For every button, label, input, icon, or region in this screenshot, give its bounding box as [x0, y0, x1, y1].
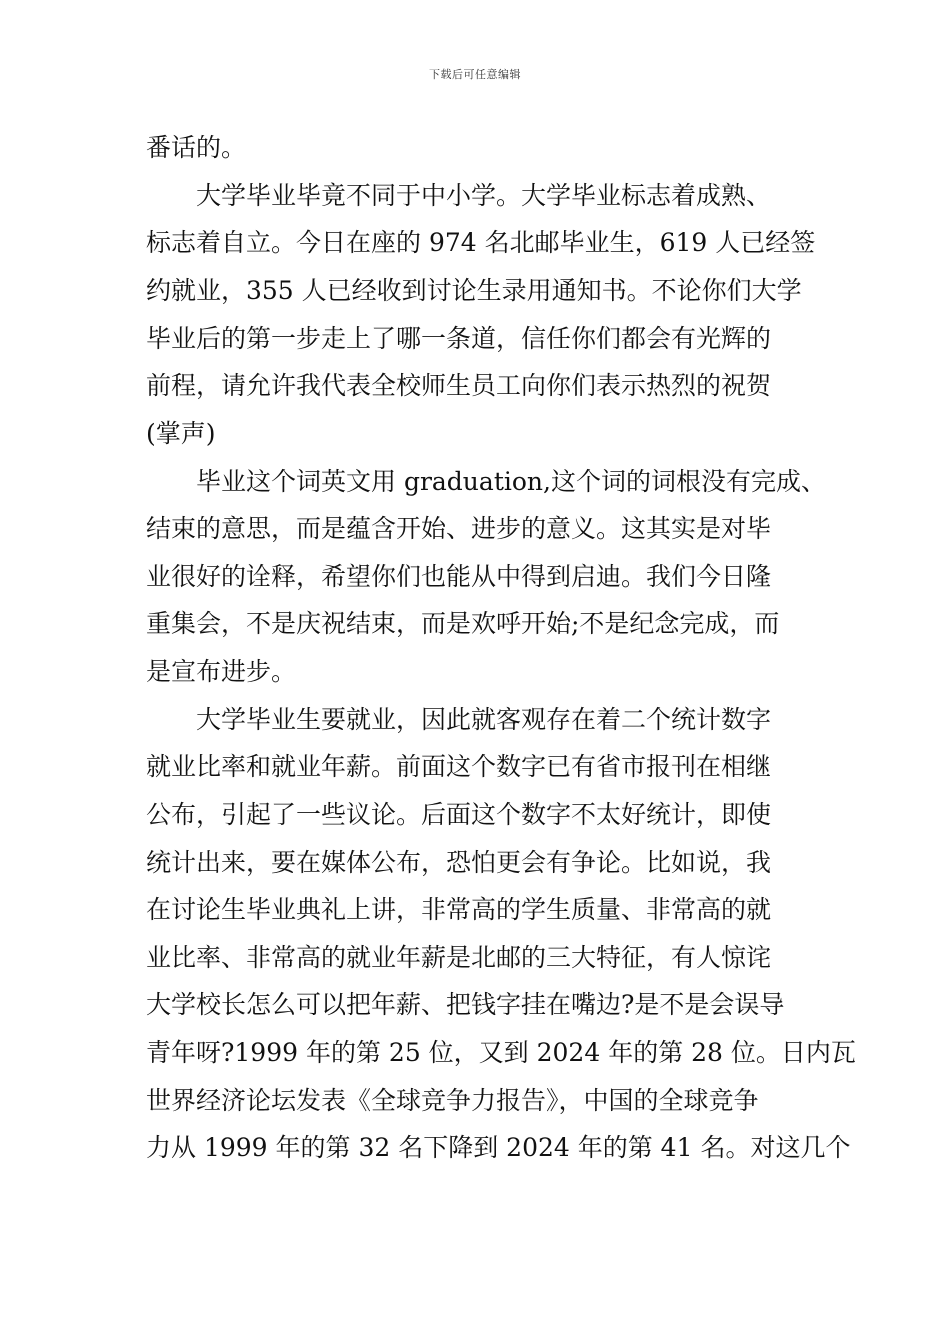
text-line: 力从 1999 年的第 32 名下降到 2024 年的第 41 名。对这几个	[146, 1133, 851, 1162]
text-line: 在讨论生毕业典礼上讲，非常高的学生质量、非常高的就	[146, 895, 772, 924]
text-line: 番话的。	[146, 133, 247, 162]
text-line: 大学校长怎么可以把年薪、把钱字挂在嘴边?是不是会误导	[146, 990, 785, 1019]
text-line: (掌声)	[146, 419, 216, 448]
text-line: 世界经济论坛发表《全球竞争力报告》，中国的全球竞争	[146, 1086, 759, 1115]
text-line: 大学毕业毕竟不同于中小学。大学毕业标志着成熟、	[146, 181, 772, 210]
text-line: 公布，引起了一些议论。后面这个数字不太好统计，即使	[146, 800, 772, 829]
text-line: 大学毕业生要就业，因此就客观存在着二个统计数字	[146, 705, 772, 734]
text-line: 业很好的诠释，希望你们也能从中得到启迪。我们今日隆	[146, 562, 772, 591]
text-line: 是宣布进步。	[146, 657, 297, 686]
text-line: 青年呀?1999 年的第 25 位，又到 2024 年的第 28 位。日内瓦	[146, 1038, 856, 1067]
text-line: 前程，请允许我代表全校师生员工向你们表示热烈的祝贺	[146, 371, 772, 400]
text-line: 重集会，不是庆祝结束，而是欢呼开始;不是纪念完成，而	[146, 609, 780, 638]
text-line: 标志着自立。今日在座的 974 名北邮毕业生，619 人已经签	[146, 228, 816, 257]
text-line: 约就业，355 人已经收到讨论生录用通知书。不论你们大学	[146, 276, 802, 305]
text-line: 毕业后的第一步走上了哪一条道，信任你们都会有光辉的	[146, 324, 772, 353]
page-header: 下载后可任意编辑	[429, 68, 521, 81]
text-line: 毕业这个词英文用 graduation,这个词的词根没有完成、	[146, 467, 826, 496]
text-line: 就业比率和就业年薪。前面这个数字已有省市报刊在相继	[146, 752, 772, 781]
text-line: 统计出来，要在媒体公布，恐怕更会有争论。比如说，我	[146, 848, 772, 877]
text-line: 结束的意思，而是蕴含开始、进步的意义。这其实是对毕	[146, 514, 772, 543]
text-line: 业比率、非常高的就业年薪是北邮的三大特征，有人惊诧	[146, 943, 772, 972]
